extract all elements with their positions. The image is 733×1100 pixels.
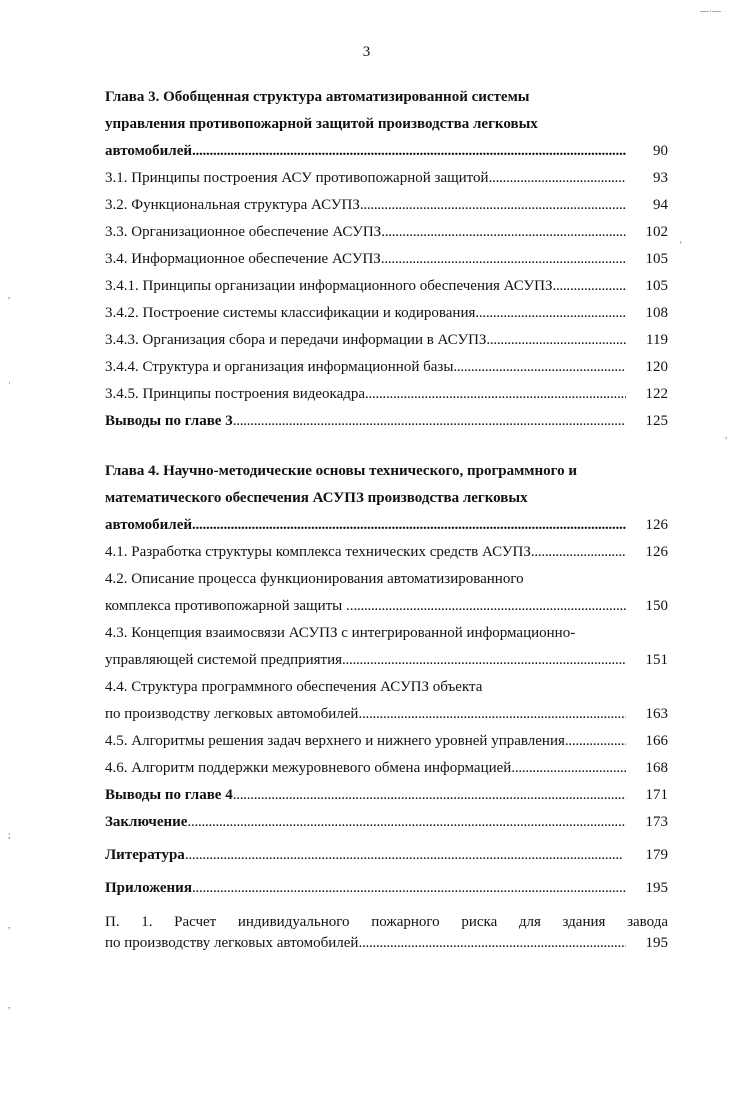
chapter-3-heading-tail-text: автомобилей [105,143,192,159]
scan-speck: , [725,430,728,440]
leader-dots [192,512,626,539]
leader-dots [233,782,626,809]
toc-entry-title: по производству легковых автомобилей [105,935,359,951]
toc-entry-title: 3.2. Функциональная структура АСУПЗ [105,197,360,213]
toc-chapter-4 [105,458,668,902]
toc-entry-appendices[interactable] [105,875,668,902]
toc-entry-title: 4.1. Разработка структуры комплекса технических средств АСУПЗ [105,544,531,560]
leader-dots [353,593,626,620]
toc-entry-conclusion[interactable] [105,809,668,836]
toc-entry-title: 3.4.2. Построение системы классификации и кодирования [105,305,476,321]
toc-entry-title: Выводы по главе 3 [105,413,233,429]
toc-chapter-3 [105,84,668,435]
leader-dots [192,138,626,165]
toc-entry-title: 3.1. Принципы построения АСУ противопожарной защитой [105,170,489,186]
toc-entry[interactable] [105,327,668,354]
toc-entry-line[interactable]: 4.3. Концепция взаимосвязи АСУПЗ с интегрированной информационно- [105,625,576,641]
toc-appendix-1[interactable] [105,912,668,954]
leader-dots [365,381,626,408]
chapter-4-heading-tail-text: автомобилей [105,517,192,533]
leader-dots [511,755,626,782]
toc-entry[interactable] [105,246,668,273]
scan-speck: , [8,290,11,300]
toc-entry-title: комплекса противопожарной защиты .. [105,598,354,614]
page-ref: 105 [645,278,668,294]
toc-entry-title: 3.3. Организационное обеспечение АСУПЗ [105,224,382,240]
page-ref: 151 [645,652,668,668]
page-ref: 195 [645,935,668,951]
leader-dots [192,875,626,902]
toc-entry[interactable] [105,354,668,381]
toc-entry[interactable] [105,192,668,219]
page-ref: 163 [645,706,668,722]
leader-dots [486,327,626,354]
appendix-1-line-1: П. 1. Расчет индивидуального пожарного риска для здания завода [105,914,668,930]
page-ref: 171 [645,787,668,803]
page-ref: 90 [653,143,668,159]
page-ref: 108 [645,305,668,321]
chapter-4-heading-tail[interactable] [105,512,668,539]
toc-entry[interactable] [105,381,668,408]
leader-dots [531,539,626,566]
page-ref: 173 [645,814,668,830]
toc-entry-title: 4.6. Алгоритм поддержки межуровневого обмена информацией [105,760,512,776]
chapter-3-heading-tail[interactable] [105,138,668,165]
chapter-3-heading-line-1: Глава 3. Обобщенная структура автоматизированной системы [105,89,530,105]
leader-dots [342,647,626,674]
toc-entry-title: Приложения [105,880,192,896]
chapter-3-heading-line-2: управления противопожарной защитой производства легковых [105,116,538,132]
toc-entry-line[interactable]: 4.2. Описание процесса функционирования автоматизированного [105,571,524,587]
toc-entry[interactable] [105,219,668,246]
toc-entry-title: Заключение [105,814,188,830]
scan-speck: —·— [700,6,721,16]
chapter-4-heading-line-2: математического обеспечения АСУПЗ производства легковых [105,490,528,506]
leader-dots [553,273,626,300]
leader-dots [381,219,626,246]
toc-entry-title: 4.5. Алгоритмы решения задач верхнего и нижнего уровней управления [105,733,565,749]
toc-entry-conclusions-4[interactable] [105,782,668,809]
toc-entry[interactable] [105,647,668,674]
toc-entry-title: 3.4.1. Принципы организации информационного обеспечения АСУПЗ [105,278,553,294]
toc-entry-line[interactable]: 4.4. Структура программного обеспечения АСУПЗ объекта [105,679,483,695]
page-ref: 166 [645,733,668,749]
leader-dots [381,246,626,273]
toc-entry-title: Выводы по главе 4 [105,787,233,803]
scan-speck: , [8,920,11,930]
toc-entry[interactable] [105,539,668,566]
page-ref: 126 [645,544,668,560]
toc-entry [105,932,668,954]
page-ref: 105 [645,251,668,267]
toc-entry-title: 3.4.3. Организация сбора и передачи информации в АСУПЗ [105,332,487,348]
toc-entry-title: 3.4.4. Структура и организация информационной базы [105,359,454,375]
page-ref: 150 [645,598,668,614]
toc-entry[interactable] [105,300,668,327]
leader-dots [453,354,626,381]
page-ref: 119 [646,332,668,348]
page-ref: 94 [653,197,668,213]
page-ref: 120 [645,359,668,375]
chapter-4-heading-line-1: Глава 4. Научно-методические основы технического, программного и [105,463,578,479]
toc-entry[interactable] [105,728,668,755]
leader-dots [233,408,626,435]
scan-speck: ' [680,240,682,250]
page-ref: 102 [645,224,668,240]
page-ref: 195 [645,880,668,896]
leader-dots [565,728,626,755]
toc-entry-literature[interactable] [105,842,668,869]
toc-entry-title: 3.4.5. Принципы построения видеокадра [105,386,366,402]
toc-entry[interactable] [105,755,668,782]
leader-dots [185,842,626,869]
scan-speck: , [8,1000,11,1010]
toc-entry-title: 3.4. Информационное обеспечение АСУПЗ [105,251,381,267]
scan-speck: · [8,378,11,388]
toc-entry-title: Литература [105,847,185,863]
page-number: 3 [362,44,371,60]
page-ref: 179 [645,847,668,863]
leader-dots [475,300,626,327]
toc-entry[interactable] [105,165,668,192]
page-ref: 168 [645,760,668,776]
page-ref: 93 [653,170,668,186]
leader-dots [489,165,626,192]
toc-entry-conclusions-3[interactable] [105,408,668,435]
toc-entry[interactable] [105,273,668,300]
scan-speck: ; [8,830,11,840]
page-ref: 125 [645,413,668,429]
leader-dots [358,701,626,728]
toc-entry[interactable] [105,701,668,728]
page-ref: 122 [645,386,668,402]
toc-entry[interactable] [105,593,668,620]
leader-dots [358,932,626,954]
toc-entry-title: управляющей системой предприятия [105,652,343,668]
leader-dots [187,809,626,836]
toc-entry-title: по производству легковых автомобилей [105,706,359,722]
page-ref: 126 [645,517,668,533]
leader-dots [360,192,626,219]
